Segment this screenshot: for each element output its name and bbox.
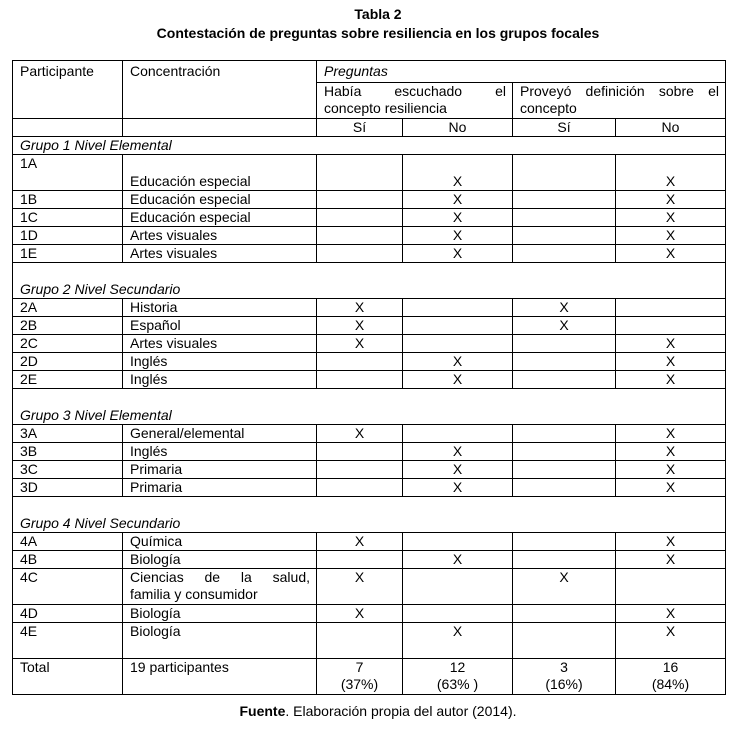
total-participants: 19 participantes bbox=[123, 659, 317, 695]
concentration: General/elemental bbox=[123, 425, 317, 443]
total-q2-no bbox=[616, 659, 726, 695]
q2-si-mark bbox=[513, 227, 616, 245]
q2-si-mark bbox=[513, 191, 616, 209]
q1-si-mark bbox=[317, 353, 403, 371]
source-label: Fuente bbox=[239, 703, 286, 719]
concentration: Inglés bbox=[123, 443, 317, 461]
q1-no-mark: X bbox=[403, 623, 513, 659]
concentration: Biología bbox=[123, 623, 317, 659]
participant-id: 4A bbox=[13, 533, 123, 551]
participant-id: 2A bbox=[13, 299, 123, 317]
q2-si-mark bbox=[513, 353, 616, 371]
q2-si-mark bbox=[513, 245, 616, 263]
q1-no-mark bbox=[403, 533, 513, 551]
header-preguntas: Preguntas bbox=[317, 61, 726, 83]
participant-id: 4E bbox=[13, 623, 123, 659]
header-blank bbox=[13, 119, 123, 137]
q1-si-mark: X bbox=[317, 425, 403, 443]
q2-si-mark bbox=[513, 209, 616, 227]
q1-no-mark: X bbox=[403, 443, 513, 461]
q2-si-mark bbox=[513, 605, 616, 623]
q2-no-mark: X bbox=[616, 461, 726, 479]
q2-si-mark bbox=[513, 461, 616, 479]
q1-no-mark: X bbox=[403, 155, 513, 191]
participant-id: 1D bbox=[13, 227, 123, 245]
header-q1-si: Sí bbox=[317, 119, 403, 137]
header-question-1-line1: Había escuchado el bbox=[324, 83, 506, 99]
q2-no-mark bbox=[616, 317, 726, 335]
concentration: Química bbox=[123, 533, 317, 551]
q1-si-mark bbox=[317, 623, 403, 659]
total-count: 3 bbox=[560, 659, 568, 675]
q2-no-mark: X bbox=[616, 227, 726, 245]
q2-si-mark bbox=[513, 443, 616, 461]
concentration: Artes visuales bbox=[123, 245, 317, 263]
concentration: Biología bbox=[123, 551, 317, 569]
group-title: Grupo 2 Nivel Secundario bbox=[13, 263, 726, 299]
table-row bbox=[13, 479, 726, 497]
header-question-2-line2: concepto bbox=[520, 100, 577, 116]
q1-si-mark: X bbox=[317, 299, 403, 317]
q2-si-mark: X bbox=[513, 569, 616, 605]
q1-no-mark: X bbox=[403, 551, 513, 569]
q2-si-mark: X bbox=[513, 317, 616, 335]
total-count: 16 bbox=[662, 659, 679, 675]
q2-no-mark: X bbox=[616, 443, 726, 461]
participant-id: 1C bbox=[13, 209, 123, 227]
participant-id: 4B bbox=[13, 551, 123, 569]
table-row bbox=[13, 371, 726, 389]
concentration: Inglés bbox=[123, 371, 317, 389]
header-blank bbox=[123, 119, 317, 137]
total-percent: (16%) bbox=[545, 676, 583, 692]
table-row bbox=[13, 461, 726, 479]
q1-si-mark bbox=[317, 227, 403, 245]
q1-si-mark: X bbox=[317, 317, 403, 335]
header-question-1-line2: concepto resiliencia bbox=[324, 100, 447, 116]
table-row bbox=[13, 191, 726, 209]
q1-no-mark: X bbox=[403, 461, 513, 479]
header-q2-si: Sí bbox=[513, 119, 616, 137]
header-q1-no: No bbox=[403, 119, 513, 137]
q1-no-mark bbox=[403, 425, 513, 443]
total-q1-si bbox=[317, 659, 403, 695]
participant-id: 3C bbox=[13, 461, 123, 479]
table-row bbox=[13, 245, 726, 263]
q2-no-mark: X bbox=[616, 551, 726, 569]
total-percent: (63% ) bbox=[436, 676, 479, 692]
q2-no-mark: X bbox=[616, 155, 726, 191]
table-row bbox=[13, 335, 726, 353]
table-row bbox=[13, 623, 726, 659]
concentration: Primaria bbox=[123, 461, 317, 479]
total-q1-no bbox=[403, 659, 513, 695]
q2-si-mark bbox=[513, 551, 616, 569]
table-row bbox=[13, 299, 726, 317]
participant-id: 1A bbox=[13, 155, 123, 191]
q1-si-mark bbox=[317, 443, 403, 461]
q1-no-mark bbox=[403, 299, 513, 317]
participant-id: 2B bbox=[13, 317, 123, 335]
q1-si-mark bbox=[317, 155, 403, 191]
participant-id: 3A bbox=[13, 425, 123, 443]
participant-id: 4D bbox=[13, 605, 123, 623]
total-count: 12 bbox=[449, 659, 466, 675]
q1-no-mark: X bbox=[403, 191, 513, 209]
q2-si-mark bbox=[513, 155, 616, 191]
concentration: Inglés bbox=[123, 353, 317, 371]
concentration: Historia bbox=[123, 299, 317, 317]
q2-no-mark: X bbox=[616, 335, 726, 353]
table-subtitle: Contestación de preguntas sobre resiliencia en los grupos focales bbox=[156, 25, 600, 41]
header-question-2-line1: Proveyó definición sobre el bbox=[520, 83, 719, 99]
q1-si-mark bbox=[317, 209, 403, 227]
q2-no-mark bbox=[616, 569, 726, 605]
q1-no-mark: X bbox=[403, 227, 513, 245]
source-text: . Elaboración propia del autor (2014). bbox=[285, 703, 517, 719]
concentration: Educación especial bbox=[123, 155, 317, 191]
q2-no-mark: X bbox=[616, 371, 726, 389]
participant-id: 2D bbox=[13, 353, 123, 371]
results-table bbox=[12, 60, 726, 695]
total-count: 7 bbox=[355, 659, 364, 675]
q1-no-mark: X bbox=[403, 245, 513, 263]
concentration: Artes visuales bbox=[123, 335, 317, 353]
participant-id: 3D bbox=[13, 479, 123, 497]
concentration-line1: Ciencias de la salud, bbox=[130, 569, 310, 585]
participant-id: 4C bbox=[13, 569, 123, 605]
q2-si-mark bbox=[513, 623, 616, 659]
q2-no-mark: X bbox=[616, 209, 726, 227]
source-note bbox=[0, 703, 756, 719]
q2-si-mark: X bbox=[513, 299, 616, 317]
q1-no-mark: X bbox=[403, 479, 513, 497]
q2-no-mark: X bbox=[616, 533, 726, 551]
header-q2-no: No bbox=[616, 119, 726, 137]
q2-no-mark: X bbox=[616, 353, 726, 371]
q1-no-mark: X bbox=[403, 353, 513, 371]
q2-si-mark bbox=[513, 533, 616, 551]
table-row bbox=[13, 551, 726, 569]
table-row bbox=[13, 443, 726, 461]
q2-no-mark: X bbox=[616, 479, 726, 497]
table-row bbox=[13, 209, 726, 227]
concentration: Educación especial bbox=[123, 191, 317, 209]
q1-si-mark bbox=[317, 191, 403, 209]
participant-id: 2E bbox=[13, 371, 123, 389]
q1-no-mark: X bbox=[403, 371, 513, 389]
table-row bbox=[13, 353, 726, 371]
q1-no-mark: X bbox=[403, 209, 513, 227]
header-concentracion: Concentración bbox=[123, 61, 317, 119]
concentration-line2: familia y consumidor bbox=[130, 586, 258, 602]
header-participante: Participante bbox=[13, 61, 123, 119]
participant-id: 1B bbox=[13, 191, 123, 209]
q2-si-mark bbox=[513, 425, 616, 443]
table-row bbox=[13, 425, 726, 443]
header-question-1 bbox=[317, 83, 513, 119]
q2-si-mark bbox=[513, 335, 616, 353]
q2-si-mark bbox=[513, 371, 616, 389]
concentration bbox=[123, 569, 317, 605]
header-question-2 bbox=[513, 83, 726, 119]
participant-id: 1E bbox=[13, 245, 123, 263]
table-row bbox=[13, 317, 726, 335]
table-title: Tabla 2 bbox=[354, 6, 402, 22]
total-percent: (37%) bbox=[340, 676, 379, 692]
concentration: Artes visuales bbox=[123, 227, 317, 245]
table-row bbox=[13, 569, 726, 605]
table-row bbox=[13, 533, 726, 551]
q1-si-mark: X bbox=[317, 335, 403, 353]
q1-si-mark: X bbox=[317, 569, 403, 605]
q1-si-mark bbox=[317, 245, 403, 263]
q2-no-mark: X bbox=[616, 605, 726, 623]
group-title: Grupo 4 Nivel Secundario bbox=[13, 497, 726, 533]
total-row bbox=[13, 659, 726, 695]
concentration: Biología bbox=[123, 605, 317, 623]
q1-si-mark: X bbox=[317, 533, 403, 551]
q1-si-mark bbox=[317, 371, 403, 389]
q1-si-mark bbox=[317, 479, 403, 497]
concentration: Educación especial bbox=[123, 209, 317, 227]
total-percent: (84%) bbox=[651, 676, 690, 692]
q1-no-mark bbox=[403, 605, 513, 623]
q2-no-mark: X bbox=[616, 191, 726, 209]
q2-no-mark: X bbox=[616, 623, 726, 659]
q1-si-mark bbox=[317, 551, 403, 569]
table-row bbox=[13, 227, 726, 245]
concentration: Español bbox=[123, 317, 317, 335]
participant-id: 2C bbox=[13, 335, 123, 353]
q1-no-mark bbox=[403, 569, 513, 605]
group-title: Grupo 3 Nivel Elemental bbox=[13, 389, 726, 425]
participant-id: 3B bbox=[13, 443, 123, 461]
group-title: Grupo 1 Nivel Elemental bbox=[13, 137, 726, 155]
q1-si-mark bbox=[317, 461, 403, 479]
concentration: Primaria bbox=[123, 479, 317, 497]
q2-si-mark bbox=[513, 479, 616, 497]
total-q2-si bbox=[513, 659, 616, 695]
q1-no-mark bbox=[403, 317, 513, 335]
q1-no-mark bbox=[403, 335, 513, 353]
total-label: Total bbox=[13, 659, 123, 695]
q2-no-mark: X bbox=[616, 245, 726, 263]
q1-si-mark: X bbox=[317, 605, 403, 623]
q2-no-mark bbox=[616, 299, 726, 317]
q2-no-mark: X bbox=[616, 425, 726, 443]
table-row bbox=[13, 605, 726, 623]
